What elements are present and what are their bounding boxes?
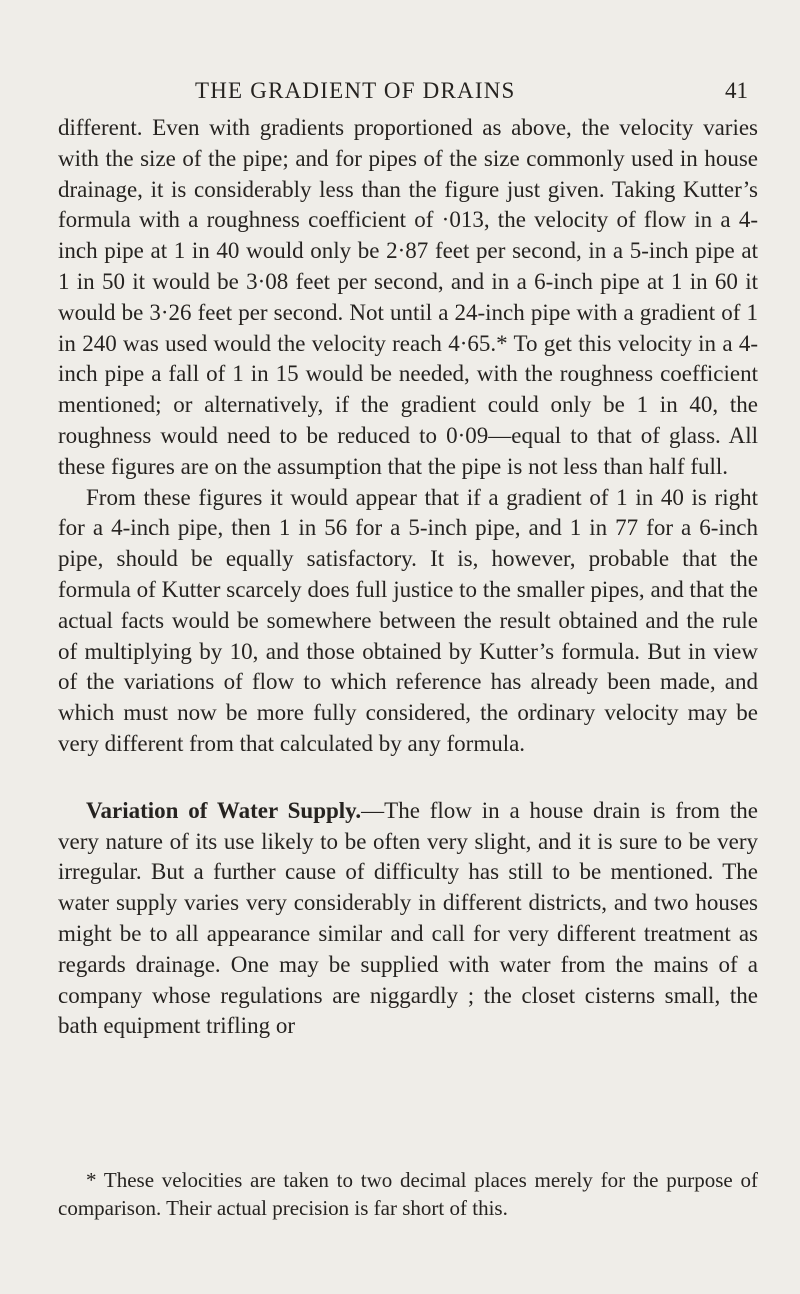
body-text (58, 113, 758, 1042)
paragraph-continued: different. Even with gradients proportioned as above, the velocity varies with the size of the pipe; and for pipes of the size commonly used in house drainage, it is considerably less than the figure just given. Taking Kutter’s formula with a roughness coefficient of ·013, the velocity of flow in a 4-inch pipe at 1 in 40 would only be 2·87 feet per second, in a 5-inch pipe at 1 in 50 it would be 3·08 feet per second, and in a 6-inch pipe at 1 in 60 it would be 3·26 feet per second. Not until a 24-inch pipe with a gradient of 1 in 240 was used would the velocity reach 4·65.* To get this velocity in a 4-inch pipe a fall of 1 in 15 would be needed, with the roughness coefficient mentioned; or alternatively, if the gradient could only be 1 in 40, the roughness would need to be reduced to 0·09—equal to that of glass. All these figures are on the assumption that the pipe is not less than half full. (58, 115, 758, 479)
running-title: THE GRADIENT OF DRAINS (195, 78, 516, 103)
paragraph-water-supply (58, 796, 758, 1042)
page-number: 41 (725, 78, 748, 103)
section-heading: Variation of Water Supply. (86, 797, 362, 823)
paragraph-comparison: From these figures it would appear that if a gradient of 1 in 40 is right for a 4-inch pipe, then 1 in 56 for a 5-inch pipe, and 1 in 77 for a 6-inch pipe, should be equally satisfactory. It is, however, probable that the formula of Kutter scarcely does full justice to the smaller pipes, and that the actual facts would be somewhere between the result obtained and the rule of multiplying by 10, and those obtained by Kutter’s formula. But in view of the variations of flow to which reference has already been made, and which must now be more fully considered, the ordinary velocity may be very different from that calculated by any formula. (58, 484, 758, 756)
section-text: —The flow in a house drain is from the very nature of its use likely to be often very slight, and it is sure to be very irregular. But a further cause of difficulty has still to be mentioned. The water supply varies very considerably in different districts, and two houses might be to all appearance similar and call for very different treatment as regards drainage. One may be supplied with water from the mains of a company whose regulations are niggardly ; the closet cisterns small, the bath equipment trifling or (58, 797, 758, 1039)
footnote: * These velocities are taken to two decimal places merely for the purpose of comparison. Their actual precision is far short of this. (58, 1168, 758, 1220)
running-head (0, 78, 800, 108)
